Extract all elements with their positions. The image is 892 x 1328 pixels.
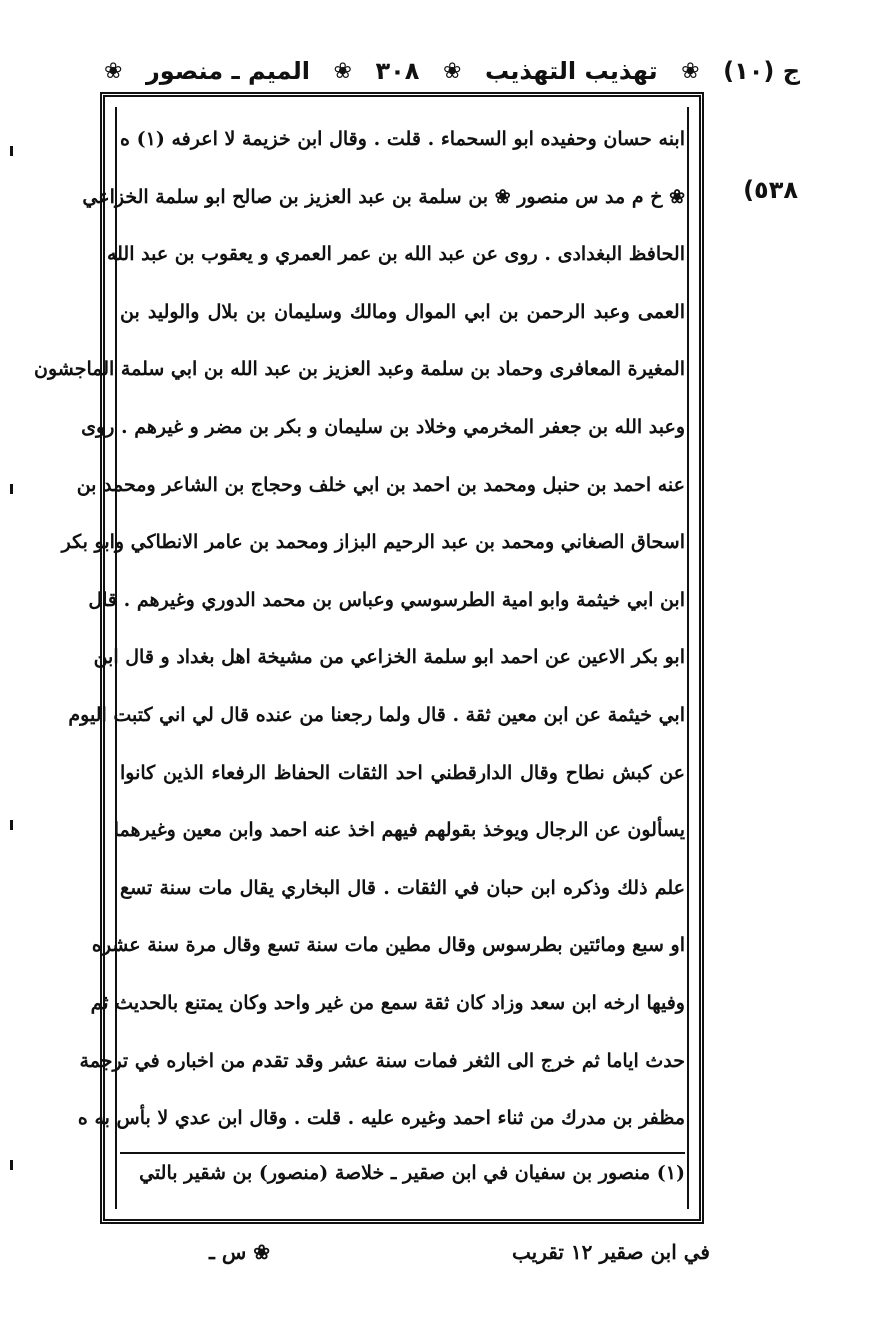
body-line: ابي خيثمة عن ابن معين ثقة . قال ولما رجعنا من عنده قال لي اني كتبت اليوم <box>68 703 685 726</box>
body-line: او سبع ومائتين بطرسوس وقال مطين مات سنة تسع وقال مرة سنة عشره <box>91 934 685 957</box>
body-line: ❀ خ م مد س منصور ❀ بن سلمة بن عبد العزيز بن صالح ابو سلمة الخزاعي <box>82 185 685 208</box>
body-line: حدث اياما ثم خرج الى الثغر فمات سنة عشر وقد تقدم من اخباره في ترجمة <box>79 1049 685 1072</box>
body-line: مظفر بن مدرك من ثناء احمد وغيره عليه . قلت . وقال ابن عدي لا بأس به ه <box>77 1107 685 1130</box>
body-line: عنه احمد بن حنبل ومحمد بن احمد بن ابي خلف وحجاج بن الشاعر ومحمد بن <box>76 473 685 496</box>
body-line: الحافظ البغدادى . روى عن عبد الله بن عمر العمري و يعقوب بن عبد الله <box>106 243 685 266</box>
body-line: عن كبش نطاح وقال الدارقطني احد الثقات الحفاظ الرفعاء الذين كانوا <box>120 761 685 784</box>
body-line: يسألون عن الرجال ويوخذ بقولهم فيهم اخذ عنه احمد وابن معين وغيرهما <box>113 819 685 842</box>
ornament-icon: ❀ <box>333 58 352 84</box>
body-line: ابن ابي خيثمة وابو امية الطرسوسي وعباس بن محمد الدوري وغيرهم . قال <box>88 588 685 611</box>
margin-mark <box>10 820 13 830</box>
body-line: ابو بكر الاعين عن احمد ابو سلمة الخزاعي من مشيخة اهل بغداد و قال ابن <box>93 646 685 669</box>
margin-mark <box>10 1160 13 1170</box>
body-line: المغيرة المعافرى وحماد بن سلمة وعبد العزيز بن عبد الله بن ابي سلمة الماجشون <box>33 358 685 381</box>
book-title: تهذيب التهذيب <box>484 57 658 85</box>
body-line: العمى وعبد الرحمن بن ابي الموال ومالك وسليمان بن بلال والوليد بن <box>120 300 685 323</box>
catchword-left: ❀ س ـ <box>209 1240 270 1264</box>
ornament-icon: ❀ <box>681 58 700 84</box>
body-line: وعبد الله بن جعفر المخرمي وخلاد بن سليمان و بكر بن مضر و غيرهم . روى <box>81 415 685 438</box>
margin-mark <box>10 484 13 494</box>
chapter-title: الميم ـ منصور <box>145 57 310 85</box>
page-header <box>100 46 800 96</box>
catchword-right: في ابن صقير ١٢ تقريب <box>511 1240 710 1264</box>
body-line: ابنه حسان وحفيده ابو السحماء . قلت . وقال ابن خزيمة لا اعرفه (١) ه <box>120 128 685 150</box>
body-line: اسحاق الصغاني ومحمد بن عبد الرحيم البزاز ومحمد بن عامر الانطاكي وابو بكر <box>61 531 685 554</box>
entry-number: ٥٣٨) <box>743 176 798 204</box>
body-line: علم ذلك وذكره ابن حبان في الثقات . قال البخاري يقال مات سنة تسع <box>120 876 685 899</box>
body-line: وفيها ارخه ابن سعد وزاد كان ثقة سمع من غير واحد وكان يمتنع بالحديث ثم <box>90 991 685 1014</box>
margin-mark <box>10 146 13 156</box>
footnote: (١) منصور بن سفيان في ابن صقير ـ خلاصة (منصور) بن شقير بالتي <box>139 1162 685 1184</box>
footnote-divider <box>120 1152 685 1154</box>
volume-label: ج (١٠) <box>723 57 800 85</box>
ornament-icon: ❀ <box>442 58 462 84</box>
body-text <box>33 114 685 1151</box>
ornament-icon: ❀ <box>104 58 123 84</box>
page-number: ٣٠٨ <box>375 57 420 85</box>
